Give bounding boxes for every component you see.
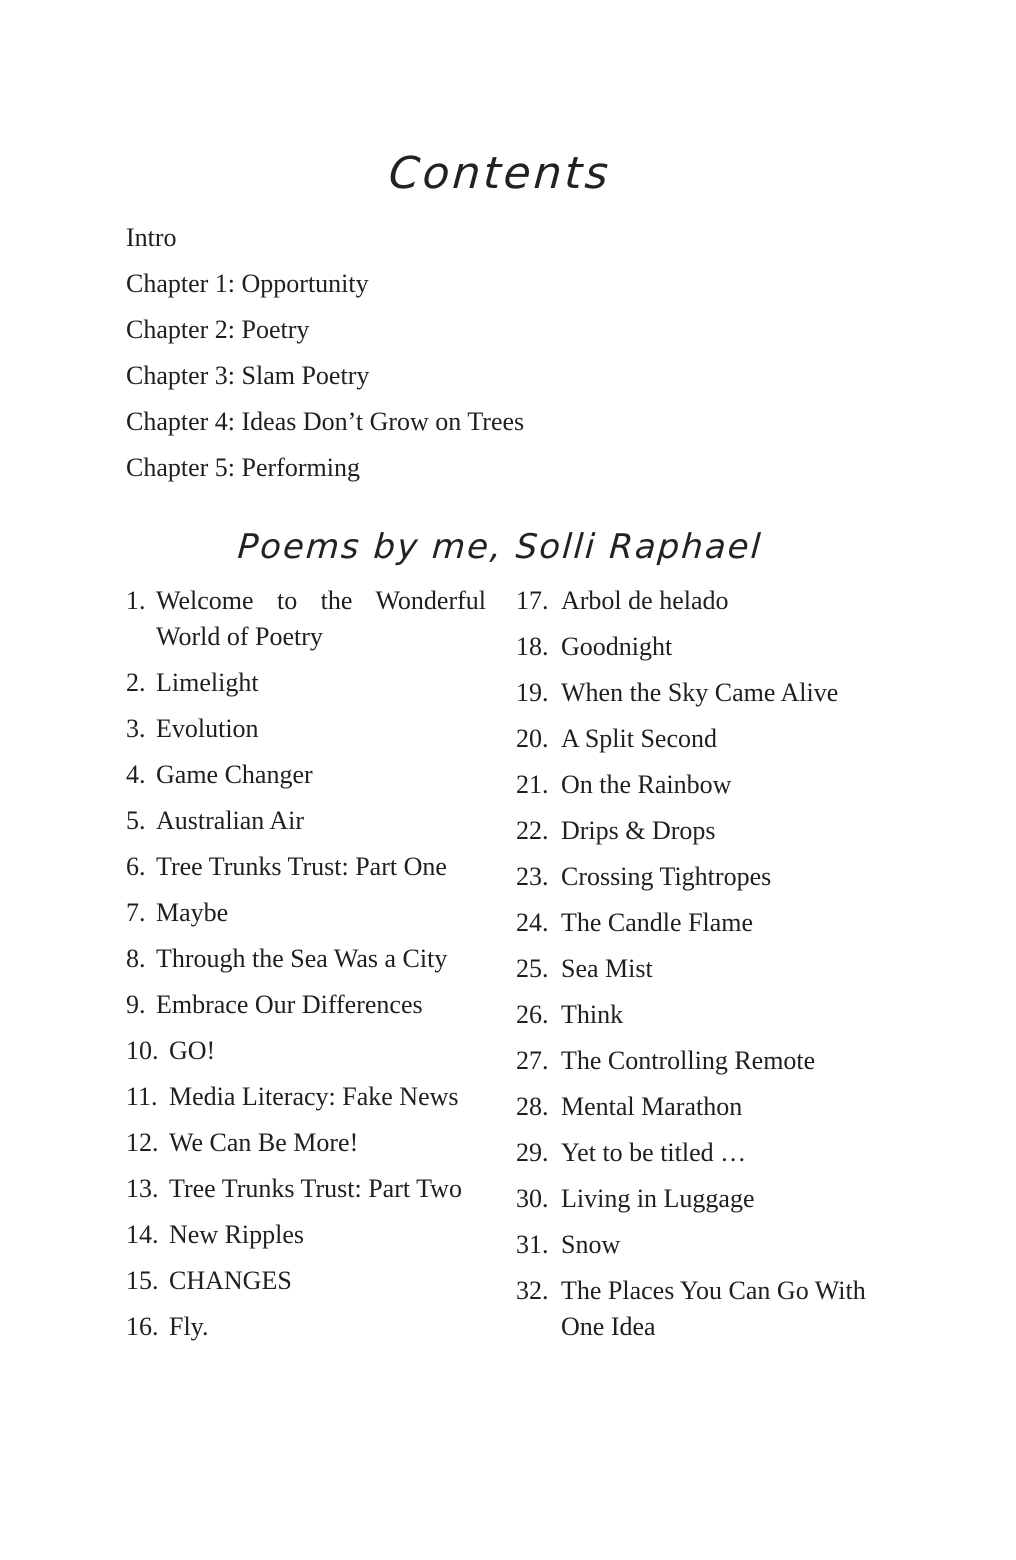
poem-item [126, 1263, 486, 1299]
poem-title: GO! [169, 1036, 216, 1065]
poem-number: 24. [516, 908, 549, 937]
poem-number: 21. [516, 770, 549, 799]
poem-item [126, 803, 486, 839]
poem-list-left [126, 583, 486, 1355]
poem-number: 13. [126, 1174, 159, 1203]
poem-number: 4. [126, 760, 146, 789]
poem-title: Fly. [169, 1312, 209, 1341]
poem-item [126, 665, 486, 701]
poem-number: 15. [126, 1266, 159, 1295]
poem-item [516, 1089, 896, 1125]
chapter-item: Chapter 2: Poetry [126, 315, 310, 344]
poem-number: 8. [126, 944, 146, 973]
poem-number: 26. [516, 1000, 549, 1029]
poem-number: 28. [516, 1092, 549, 1121]
poems-heading: Poems by me, Solli Raphael [236, 527, 764, 567]
poem-title: Yet to be titled … [561, 1138, 747, 1167]
poem-number: 25. [516, 954, 549, 983]
poem-title-line: Welcome to the Wonderful [156, 586, 486, 615]
poem-title [561, 1273, 896, 1345]
chapter-item: Intro [126, 223, 177, 252]
poem-number: 3. [126, 714, 146, 743]
poem-title: On the Rainbow [561, 770, 732, 799]
poem-item [126, 1033, 486, 1069]
poem-number: 23. [516, 862, 549, 891]
poem-number: 18. [516, 632, 549, 661]
poem-title-line: The Places You Can Go With [561, 1276, 866, 1305]
poem-item [516, 1043, 896, 1079]
poem-number: 10. [126, 1036, 159, 1065]
poem-title: A Split Second [561, 724, 718, 753]
poem-item [126, 941, 486, 977]
poem-number: 7. [126, 898, 146, 927]
poem-title: Australian Air [156, 806, 305, 835]
poem-number: 30. [516, 1184, 549, 1213]
poem-item [516, 629, 896, 665]
poem-number: 32. [516, 1276, 549, 1305]
poem-number: 9. [126, 990, 146, 1019]
poem-item [516, 905, 896, 941]
poem-item [126, 849, 486, 885]
poem-title: The Controlling Remote [561, 1046, 816, 1075]
poem-title-line: World of Poetry [156, 622, 323, 651]
poem-number: 19. [516, 678, 549, 707]
poem-item [516, 1273, 896, 1345]
poem-number: 22. [516, 816, 549, 845]
poem-item [126, 1217, 486, 1253]
poem-item [126, 1125, 486, 1161]
poem-number: 16. [126, 1312, 159, 1341]
poem-item [126, 1079, 486, 1115]
poem-title: Through the Sea Was a City [156, 944, 448, 973]
poem-title [156, 583, 486, 655]
poem-item [516, 951, 896, 987]
poem-item [516, 859, 896, 895]
chapter-item: Chapter 1: Opportunity [126, 269, 369, 298]
poem-item [126, 583, 486, 655]
poem-title: Maybe [156, 898, 229, 927]
poem-item [126, 711, 486, 747]
chapter-item: Chapter 5: Performing [126, 453, 360, 482]
poem-number: 20. [516, 724, 549, 753]
poem-item [516, 583, 896, 619]
poem-title: Tree Trunks Trust: Part Two [169, 1174, 462, 1203]
poem-item [516, 721, 896, 757]
poem-title: New Ripples [169, 1220, 305, 1249]
poem-number: 1. [126, 586, 146, 615]
poem-title: Snow [561, 1230, 621, 1259]
poem-number: 2. [126, 668, 146, 697]
poem-number: 17. [516, 586, 549, 615]
poem-item [126, 1171, 486, 1207]
poem-number: 5. [126, 806, 146, 835]
poem-title: Sea Mist [561, 954, 653, 983]
chapter-list [126, 218, 524, 494]
poem-item [516, 813, 896, 849]
contents-heading: Contents [387, 148, 613, 199]
poem-item [516, 1227, 896, 1263]
poem-number: 14. [126, 1220, 159, 1249]
poem-title: We Can Be More! [169, 1128, 359, 1157]
poem-number: 6. [126, 852, 146, 881]
poem-title: When the Sky Came Alive [561, 678, 839, 707]
poem-title: Tree Trunks Trust: Part One [156, 852, 447, 881]
poem-title: Living in Luggage [561, 1184, 755, 1213]
poem-item [126, 987, 486, 1023]
poem-title: The Candle Flame [561, 908, 754, 937]
poem-title: Game Changer [156, 760, 313, 789]
poem-title-line: One Idea [561, 1312, 656, 1341]
poem-title: Evolution [156, 714, 259, 743]
poem-title: Think [561, 1000, 624, 1029]
poem-item [126, 757, 486, 793]
poem-item [516, 675, 896, 711]
poem-item [126, 1309, 486, 1345]
poem-title: Crossing Tightropes [561, 862, 772, 891]
poem-item [516, 767, 896, 803]
poem-item [126, 895, 486, 931]
poem-item [516, 997, 896, 1033]
poem-number: 31. [516, 1230, 549, 1259]
poem-item [516, 1181, 896, 1217]
poem-number: 29. [516, 1138, 549, 1167]
chapter-item: Chapter 4: Ideas Don’t Grow on Trees [126, 407, 525, 436]
chapter-item: Chapter 3: Slam Poetry [126, 361, 370, 390]
poem-title: Goodnight [561, 632, 673, 661]
poem-item [516, 1135, 896, 1171]
poem-title: Embrace Our Differences [156, 990, 423, 1019]
poem-number: 12. [126, 1128, 159, 1157]
poem-title: CHANGES [169, 1266, 292, 1295]
poem-title: Media Literacy: Fake News [169, 1082, 459, 1111]
poem-list-right [516, 583, 896, 1355]
poem-title: Mental Marathon [561, 1092, 743, 1121]
poem-title: Drips & Drops [561, 816, 716, 845]
poem-title: Limelight [156, 668, 259, 697]
poem-number: 27. [516, 1046, 549, 1075]
poem-number: 11. [126, 1082, 158, 1111]
poem-title: Arbol de helado [561, 586, 729, 615]
